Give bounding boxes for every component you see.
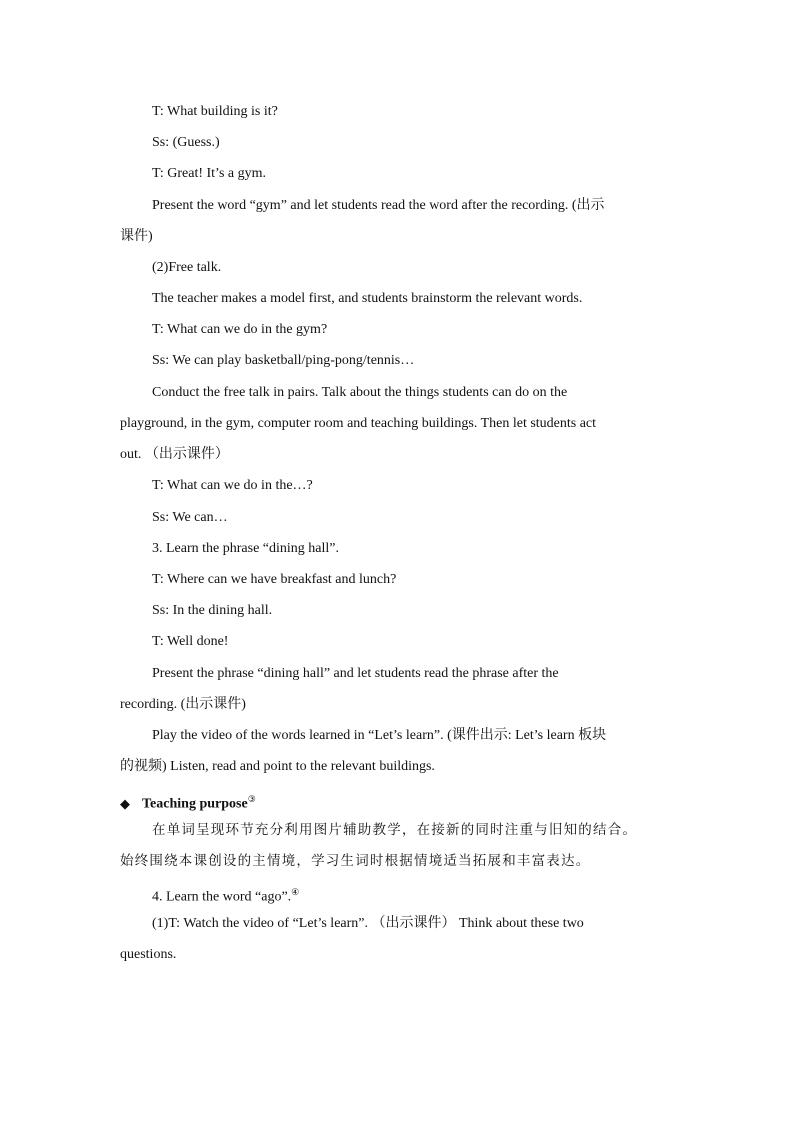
text-line: Ss: In the dining hall. bbox=[152, 603, 273, 618]
text-line: T: Well done! bbox=[152, 634, 229, 649]
text-line: Play the video of the words learned in “Let’s learn”. (课件出示: Let’s learn 板块 bbox=[152, 728, 607, 743]
text-line: The teacher makes a model first, and students brainstorm the relevant words. bbox=[152, 291, 583, 306]
text-line: T: What can we do in the gym? bbox=[152, 322, 328, 337]
footnote-mark: ④ bbox=[291, 887, 300, 897]
text-line: Ss: We can… bbox=[152, 510, 228, 525]
text-line: T: What building is it? bbox=[152, 104, 278, 119]
footnote-mark: ③ bbox=[247, 794, 256, 804]
text-line: 的视频) Listen, read and point to the relevant buildings. bbox=[120, 759, 435, 774]
text-line: 3. Learn the phrase “dining hall”. bbox=[152, 541, 339, 556]
text-line: questions. bbox=[120, 947, 177, 962]
diamond-bullet-icon: ◆ bbox=[120, 795, 130, 811]
text-line: T: What can we do in the…? bbox=[152, 478, 313, 493]
purpose-text-line: 始终围绕本课创设的主情境，学习生词时根据情境适当拓展和丰富表达。 bbox=[120, 853, 591, 869]
purpose-text-line: 在单词呈现环节充分利用图片辅助教学，在接新的同时注重与旧知的结合。 bbox=[152, 822, 638, 838]
step-title: 4. Learn the word “ago”. bbox=[152, 889, 292, 905]
text-line: Ss: (Guess.) bbox=[152, 135, 220, 150]
text-line: Present the phrase “dining hall” and let students read the phrase after the bbox=[152, 666, 559, 681]
text-line: Ss: We can play basketball/ping-pong/tennis… bbox=[152, 353, 415, 368]
text-line: recording. (出示课件) bbox=[120, 697, 246, 712]
text-line: (1)T: Watch the video of “Let’s learn”. （出示课件） Think about these two bbox=[152, 916, 584, 931]
text-line: Conduct the free talk in pairs. Talk about the things students can do on the bbox=[152, 385, 568, 400]
step-heading bbox=[152, 882, 708, 905]
text-line: out. （出示课件） bbox=[120, 447, 229, 462]
teaching-purpose-heading bbox=[120, 789, 676, 812]
text-line: 课件) bbox=[120, 229, 153, 244]
text-line: Present the word “gym” and let students read the word after the recording. (出示 bbox=[152, 198, 605, 213]
text-line: playground, in the gym, computer room and teaching buildings. Then let students act bbox=[120, 416, 597, 431]
text-line: (2)Free talk. bbox=[152, 260, 222, 275]
text-line: T: Where can we have breakfast and lunch? bbox=[152, 572, 397, 587]
teaching-purpose-title: Teaching purpose bbox=[142, 796, 248, 812]
text-line: T: Great! It’s a gym. bbox=[152, 166, 266, 181]
